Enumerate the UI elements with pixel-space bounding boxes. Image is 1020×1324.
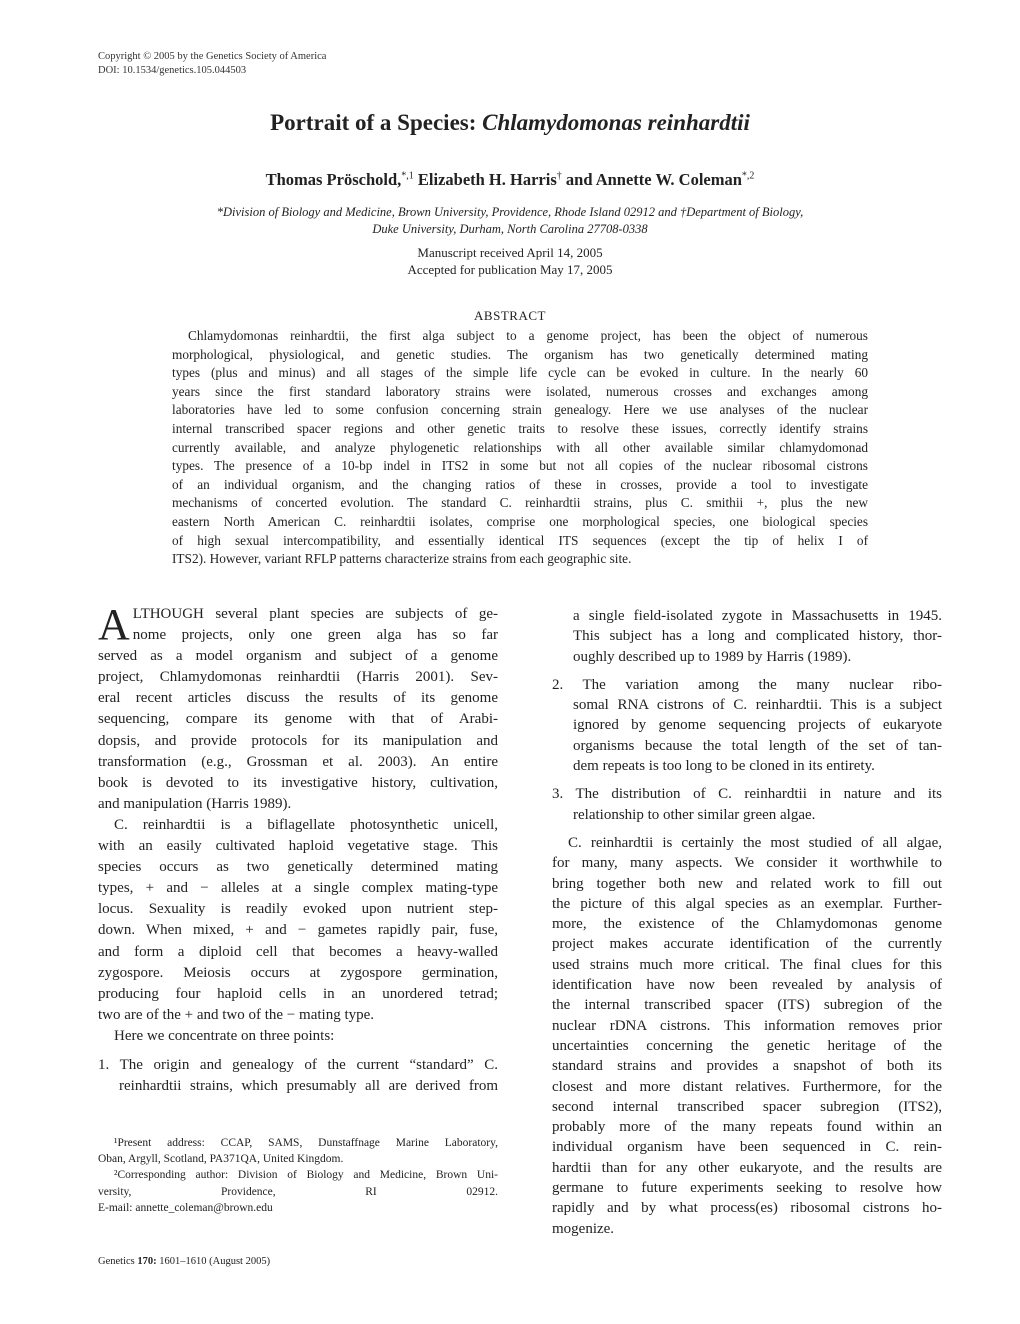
author-mark: † [556,170,562,182]
text-line: the picture of this algal species as an exemplar. Further- [552,895,942,912]
text-line: the internal transcribed spacer (ITS) subregion of the [552,997,942,1014]
text-line: a single field-isolated zygote in Massachusetts in 1945. [573,608,942,624]
text-line: 2. The variation among the many nuclear ribo- [552,676,942,693]
text-line: ¹Present address: CCAP, SAMS, Dunstaffnage Marine Laboratory, [114,1137,498,1149]
text-line: sequencing, compare its genome with that of Arabi- [98,711,498,728]
list-item [552,784,942,825]
text-line: and form a diploid cell that becomes a heavy-walled [98,943,498,960]
text-line: project makes accurate identification of the currently [552,936,942,953]
abstract-body [172,327,868,569]
text-line: germane to future experiments seeking to resolve how [552,1180,942,1197]
footnote [98,1135,498,1167]
paragraph [552,833,942,1239]
text-line: closest and more distant relatives. Furthermore, for the [552,1078,942,1095]
text-line: identification have now been revealed by analysis of [552,977,942,994]
text-line: probably more of the many repeats found within an [552,1119,942,1136]
journal-volume: 170: [137,1256,157,1267]
affiliations [0,204,1020,238]
text-line: second internal transcribed spacer subregion (ITS2), [552,1098,942,1115]
body-column-right [552,606,942,1239]
text-line: somal RNA cistrons of C. reinhardtii. This is a subject [573,697,942,714]
footnotes [98,1135,498,1216]
text-line: reinhardtii strains, which presumably all are derived from [119,1078,498,1095]
text-line: two are of the + and two of the − mating type. [98,1006,375,1023]
affiliation-line: *Division of Biology and Medicine, Brown University, Providence, Rhode Island 02912 and †Department of Biology, [216,205,804,219]
paragraph [98,600,498,815]
paper-title [0,110,1020,136]
text-line: of high sexual intercompatibility, and essentially identical ITS sequences (except the tip of helix I of [172,532,868,548]
paragraph [98,815,498,1026]
text-line: types. The presence of a 10-bp indel in ITS2 in some but not all copies of the nuclear ribosomal cistrons [172,458,868,474]
affiliation-line: Duke University, Durham, North Carolina 27708-0338 [372,222,648,236]
title-species: Chlamydomonas reinhardtii [482,110,750,135]
page-footer [98,1256,270,1267]
text-line: nuclear rDNA cistrons. This information removes prior [552,1017,942,1034]
text-line: C. reinhardtii is a biflagellate photosynthetic unicell, [114,816,498,833]
text-line: E-mail: annette_coleman@brown.edu [98,1201,273,1214]
text-line: nome projects, only one green alga has so far [132,627,498,644]
text-line: versity, Providence, RI 02912. [98,1185,498,1198]
author-mark: *,2 [741,170,755,182]
text-line: down. When mixed, + and − gametes rapidly pair, fuse, [98,922,498,939]
copyright-notice: Copyright © 2005 by the Genetics Society of America [98,51,327,62]
text-line: standard strains and provides a snapshot of both its [552,1058,942,1075]
text-line: organisms because the total length of the set of tan- [573,737,942,754]
received-date: Manuscript received April 14, 2005 [417,245,603,260]
text-line: years since the first standard laboratory strains were isolated, numerous crosses and exchanges among [172,383,868,399]
journal-name: Genetics [98,1256,138,1267]
author-list [0,170,1020,190]
body-column-left [98,600,498,1097]
text-line: rapidly and by what process(es) ribosomal cistrons ho- [552,1200,942,1217]
author-name: and Annette W. Coleman [561,170,742,189]
doi[interactable]: DOI: 10.1534/genetics.105.044503 [98,65,247,76]
text-line: species occurs as two genetically determined mating [98,859,498,876]
accepted-date: Accepted for publication May 17, 2005 [407,262,613,277]
text-line: LTHOUGH several plant species are subjects of ge- [132,606,498,622]
text-line: mechanisms of concerted evolution. The standard C. reinhardtii strains, plus C. smithii +, plus the new [172,495,868,511]
text-line: hardtii than for any other eukaryote, and the results are [552,1159,942,1176]
list-item [552,675,942,776]
text-line: relationship to other similar green algae. [573,806,816,823]
text-line: individual organism have been sequenced in C. rein- [552,1139,942,1156]
text-line: Chlamydomonas reinhardtii, the first alga subject to a genome project, has been the object of numerous [188,328,868,343]
text-line: ²Corresponding author: Division of Biology and Medicine, Brown Uni- [114,1169,498,1182]
text-line: ignored by genome sequencing projects of eukaryote [573,717,942,734]
journal-pages: 1601–1610 (August 2005) [156,1256,271,1267]
text-line: for many, many aspects. We consider it worthwhile to [552,855,942,872]
paragraph [98,1026,498,1047]
author-mark: *,1 [401,170,414,182]
text-line: and manipulation (Harris 1989). [98,795,292,812]
copyright-block [98,50,326,78]
text-line: mogenize. [552,1220,615,1237]
text-line: bring together both new and related work to fill out [552,875,942,892]
manuscript-dates [0,244,1020,278]
drop-cap: A [98,600,130,649]
author-name: Elizabeth H. Harris [413,170,557,189]
text-line: producing four haploid cells in an unordered tetrad; [98,985,498,1002]
text-line: laboratories have led to some confusion concerning strain genealogy. Here we use analyses of the nuclear [172,402,868,418]
text-line: C. reinhardtii is certainly the most studied of all algae, [568,834,942,851]
text-line: Here we concentrate on three points: [114,1027,335,1044]
text-line: of an individual organism, and the changing ratios of these in crosses, provide a tool to investigate [172,476,868,492]
paragraph [552,606,942,667]
text-line: with an easily cultivated haploid vegetative stage. This [98,838,498,855]
list-item [98,1055,498,1097]
text-line: internal transcribed spacer regions and other genetic traits to resolve these issues, correctly identify strains [172,420,868,436]
text-line: ITS2). However, variant RFLP patterns characterize strains from each geographic site. [172,551,632,567]
text-line: types (plus and minus) and all stages of the simple life cycle can be evoked in culture. In the nearly 60 [172,365,868,381]
text-line: dopsis, and provide protocols for its manipulation and [98,732,498,749]
text-line: transformation (e.g., Grossman et al. 2003). An entire [98,753,498,770]
text-line: more, the existence of the Chlamydomonas genome [552,916,942,933]
text-line: morphological, physiological, and genetic studies. The organism has two genetically determined mating [172,346,868,362]
text-line: project, Chlamydomonas reinhardtii (Harris 2001). Sev- [98,669,498,686]
text-line: zygospore. Meiosis occurs at zygospore germination, [98,964,498,981]
text-line: eastern North American C. reinhardtii isolates, comprise one morphological species, one biological species [172,513,868,529]
text-line: types, + and − alleles at a single complex mating-type [98,880,498,897]
text-line: Oban, Argyll, Scotland, PA371QA, United Kingdom. [98,1153,344,1166]
text-line: uncertainties concerning the genetic heritage of the [552,1037,942,1054]
abstract-heading: ABSTRACT [474,308,546,323]
text-line: locus. Sexuality is readily evoked upon nutrient step- [98,901,498,918]
text-line: 1. The origin and genealogy of the current “standard” C. [98,1056,498,1073]
text-line: This subject has a long and complicated history, thor- [573,628,942,645]
text-line: book is devoted to its investigative history, cultivation, [98,774,498,791]
author-name: Thomas Pröschold, [265,170,402,189]
text-line: 3. The distribution of C. reinhardtii in nature and its [552,786,942,803]
text-line: used strains much more critical. The final clues for this [552,956,942,973]
text-line: dem repeats is too long to be cloned in its entirety. [573,758,875,775]
text-line: eral recent articles discuss the results of its genome [98,690,498,707]
text-line: oughly described up to 1989 by Harris (1989). [573,648,852,665]
footnote [98,1167,498,1216]
title-main: Portrait of a Species: [270,110,483,135]
text-line: currently available, and analyze phylogenetic relationships with all other available similar chlamydomonad [172,439,868,455]
text-line: served as a model organism and subject of a genome [98,648,498,665]
